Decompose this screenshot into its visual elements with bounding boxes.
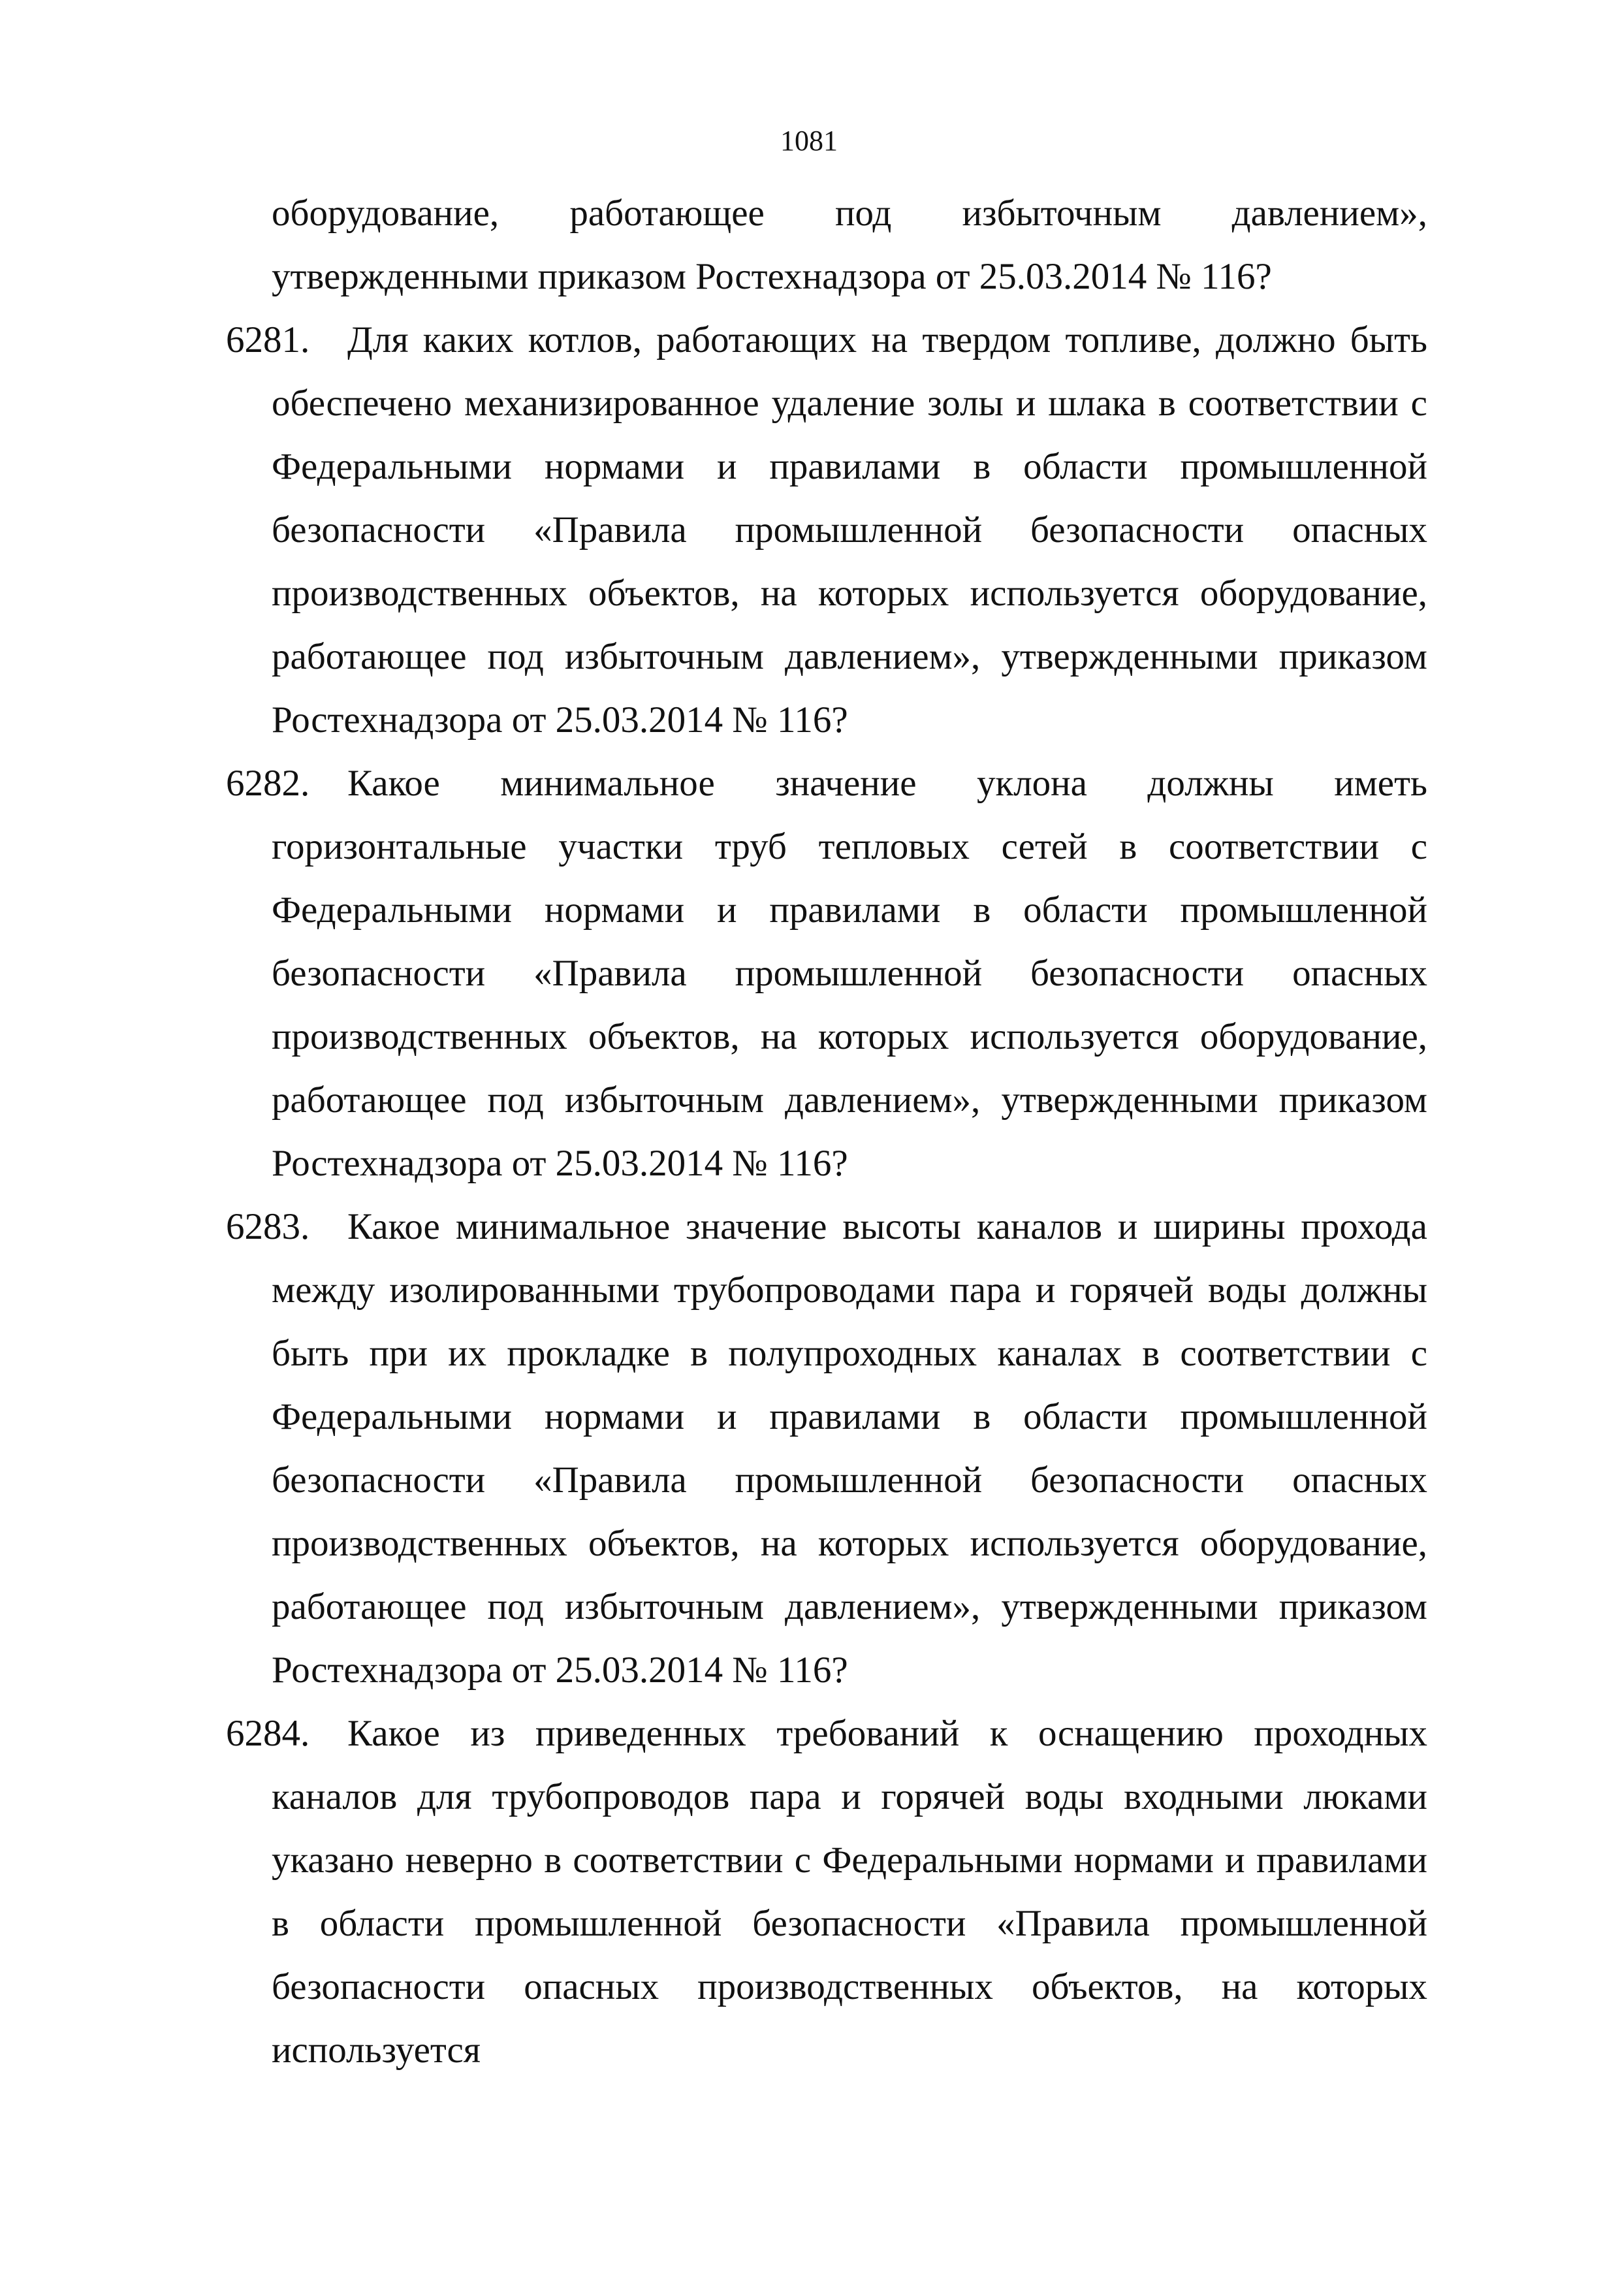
- question-body: Для каких котлов, работающих на твердом топливе, должно быть обеспечено механизированное удаление золы и шлака в соответствии с Федеральными нормами и правилами в области промышленной безопасности «Правила промышленной безопасности опасных производственных объектов, на которых используется оборудование, работающее под избыточным давлением», утвержденными приказом Ростехнадзора от 25.03.2014 № 116?: [272, 319, 1427, 741]
- question-number: 6283.: [226, 1206, 310, 1247]
- document-body: [226, 182, 1427, 2082]
- question-6284: [226, 1702, 1427, 2082]
- question-body: Какое минимальное значение уклона должны иметь горизонтальные участки труб тепловых сетей в соответствии с Федеральными нормами и правилами в области промышленной безопасности «Правила промышленной безопасности опасных производственных объектов, на которых используется оборудование, работающее под избыточным давлением», утвержденными приказом Ростехнадзора от 25.03.2014 № 116?: [272, 763, 1427, 1184]
- question-number: 6282.: [226, 763, 310, 804]
- question-text: [226, 752, 1427, 1195]
- page-number: 1081: [780, 125, 838, 157]
- question-number: 6281.: [226, 319, 310, 360]
- question-body: Какое из приведенных требований к оснащению проходных каналов для трубопроводов пара и горячей воды входными люками указано неверно в соответствии с Федеральными нормами и правилами в области промышленной безопасности «Правила промышленной безопасности опасных производственных объектов, на которых используется: [272, 1713, 1427, 2071]
- question-body: Какое минимальное значение высоты каналов и ширины прохода между изолированными трубопроводами пара и горячей воды должны быть при их прокладке в полупроходных каналах в соответствии с Федеральными нормами и правилами в области промышленной безопасности «Правила промышленной безопасности опасных производственных объектов, на которых используется оборудование, работающее под избыточным давлением», утвержденными приказом Ростехнадзора от 25.03.2014 № 116?: [272, 1206, 1427, 1691]
- question-text: [226, 1195, 1427, 1702]
- question-text: [226, 308, 1427, 752]
- question-6283: [226, 1195, 1427, 1702]
- question-6281: [226, 308, 1427, 752]
- question-text: [226, 1702, 1427, 2082]
- question-6282: [226, 752, 1427, 1195]
- continuation-paragraph: оборудование, работающее под избыточным давлением», утвержденными приказом Ростехнадзора от 25.03.2014 № 116?: [272, 193, 1427, 297]
- question-number: 6284.: [226, 1713, 310, 1754]
